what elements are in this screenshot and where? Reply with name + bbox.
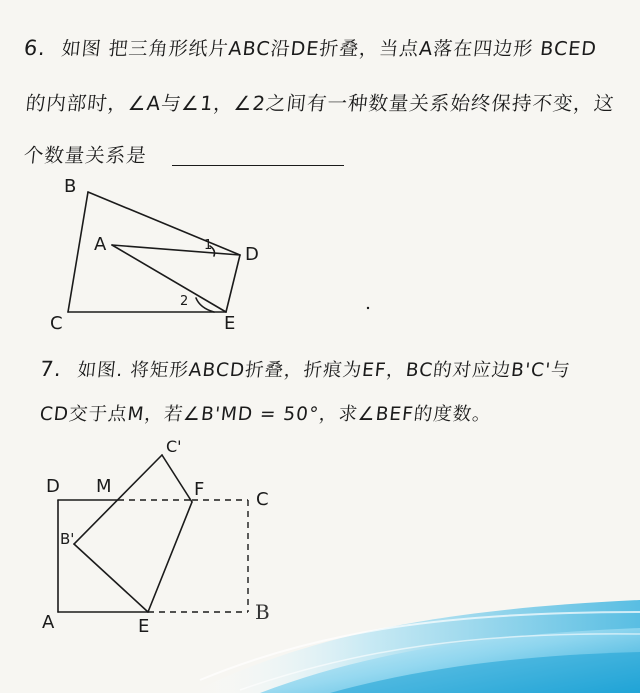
problem6-line1-text: 如图 把三角形纸片ABC沿DE折叠，当点A落在四边形 BCED [60, 38, 599, 60]
p6-label-C: C [50, 313, 63, 334]
p7-label-M: M [96, 476, 112, 497]
p6-label-A: A [94, 234, 107, 255]
p7-segment-EF [148, 502, 192, 612]
p7-label-B1: B' [60, 530, 75, 548]
problem6-line2: 的内部时，∠A与∠1，∠2之间有一种数量关系始终保持不变，这 [24, 92, 616, 115]
problem6-line3: 个数量关系是 [22, 144, 149, 167]
p6-label-D: D [245, 244, 259, 265]
p7-label-C1: C' [166, 437, 182, 456]
p7-label-D: D [46, 476, 60, 497]
problem7-line2: CD交于点M，若∠B'MD = 50°，求∠BEF的度数。 [38, 404, 493, 425]
p6-label-E: E [224, 313, 236, 334]
p7-label-C: C [256, 489, 269, 510]
p7-segment-C1F [162, 455, 192, 502]
p7-label-A: A [42, 612, 55, 633]
p7-segment-B1E [74, 544, 148, 612]
problem7-number: 7. [38, 357, 64, 381]
p6-label-angle1: 1 [204, 238, 213, 253]
p7-label-E: E [138, 616, 150, 637]
problem7-line1-text: 如图. 将矩形ABCD折叠，折痕为EF，BC的对应边B'C'与 [76, 360, 572, 381]
p7-label-B: B [255, 600, 270, 624]
p6-label-B: B [64, 176, 77, 197]
problem6-number: 6. [22, 36, 48, 60]
p7-label-F: F [194, 479, 205, 500]
p6-label-angle2: 2 [180, 294, 189, 309]
